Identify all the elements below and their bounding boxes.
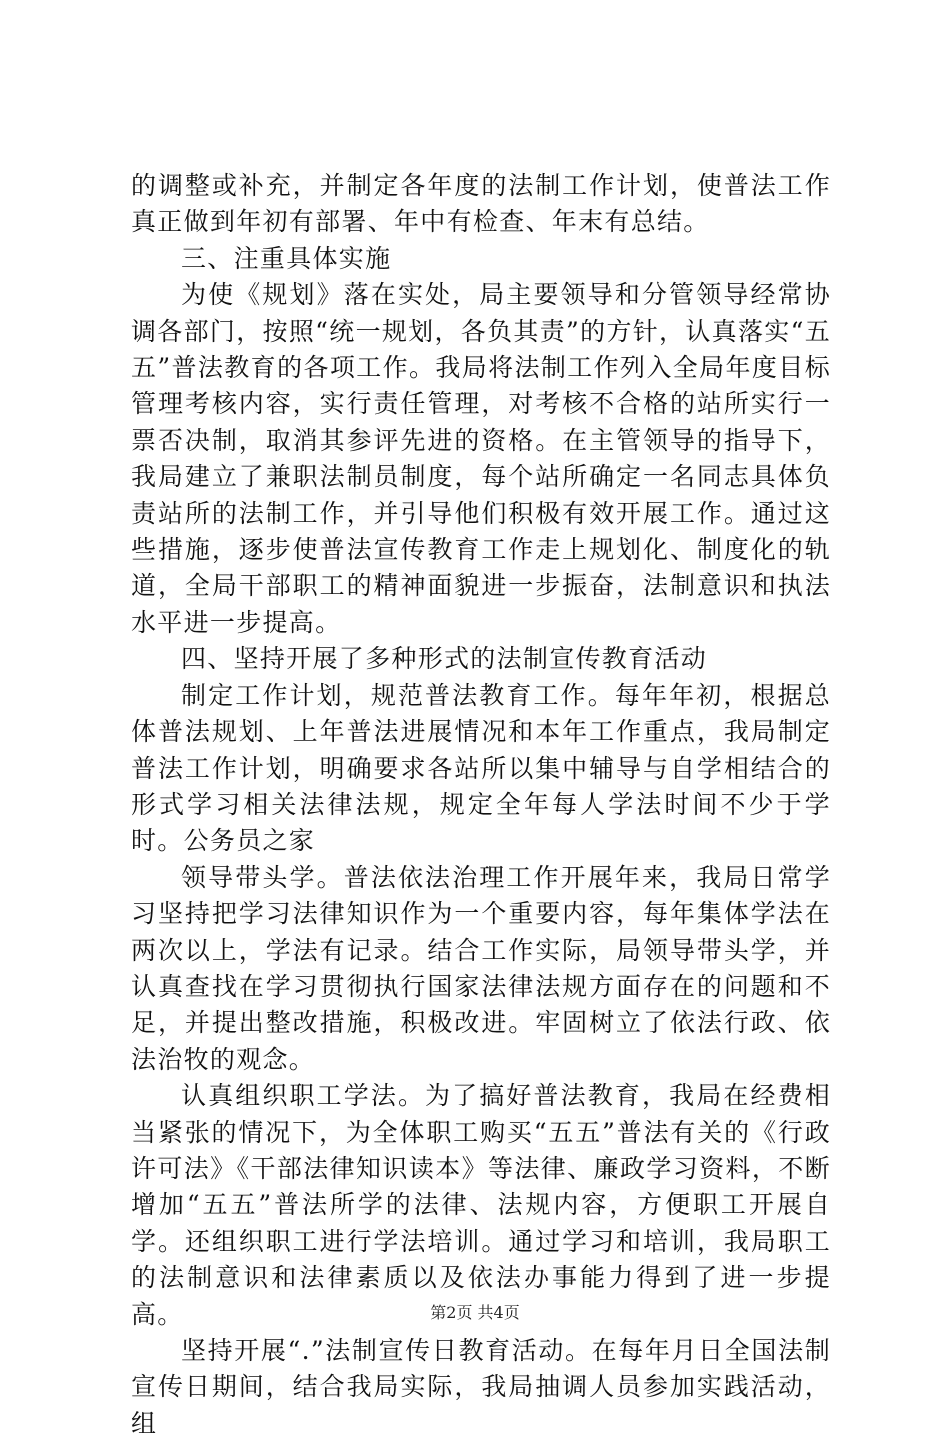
document-body [131,168,831,1442]
paragraph: 制定工作计划，规范普法教育工作。每年年初，根据总体普法规划、上年普法进展情况和本年工作重点，我局制定普法工作计划，明确要求各站所以集中辅导与自学相结合的形式学习相关法律法规，规定全年每人学法时间不少于学时。公务员之家 [131,680,831,856]
paragraph: 领导带头学。普法依法治理工作开展年来，我局日常学习坚持把学习法律知识作为一个重要内容，每年集体学法在两次以上，学法有记录。结合工作实际，局领导带头学，并认真查找在学习贯彻执行国家法律法规方面存在的问题和不足，并提出整改措施，积极改进。牢固树立了依法行政、依法治牧的观念。 [131,862,831,1074]
page-footer: 第2页 共4页 [430,1303,520,1322]
paragraph: 坚持开展“.”法制宣传日教育活动。在每年月日全国法制宣传日期间，结合我局实际，我局抽调人员参加实践活动，组 [131,1336,831,1438]
paragraph-continued: 的调整或补充，并制定各年度的法制工作计划，使普法工作真正做到年初有部署、年中有检查、年末有总结。 [131,171,831,237]
section-heading-3: 三、注重具体实施 [181,243,392,273]
paragraph: 为使《规划》落在实处，局主要领导和分管领导经常协调各部门，按照“统一规划，各负其责”的方针，认真落实“五五”普法教育的各项工作。我局将法制工作列入全局年度目标管理考核内容，实行责任管理，对考核不合格的站所实行一票否决制，取消其参评先进的资格。在主管领导的指导下，我局建立了兼职法制员制度，每个站所确定一名同志具体负责站所的法制工作，并引导他们积极有效开展工作。通过这些措施，逐步使普法宣传教育工作走上规划化、制度化的轨道，全局干部职工的精神面貌进一步振奋，法制意识和执法水平进一步提高。 [131,280,831,637]
section-heading-4: 四、坚持开展了多种形式的法制宣传教育活动 [181,644,708,674]
paragraph: 认真组织职工学法。为了搞好普法教育，我局在经费相当紧张的情况下，为全体职工购买“五五”普法有关的《行政许可法》《干部法律知识读本》等法律、廉政学习资料，不断增加“五五”普法所学的法律、法规内容，方便职工开展自学。还组织职工进行学法培训。通过学习和培训，我局职工的法制意识和法律素质以及依法办事能力得到了进一步提高。 [131,1081,831,1329]
